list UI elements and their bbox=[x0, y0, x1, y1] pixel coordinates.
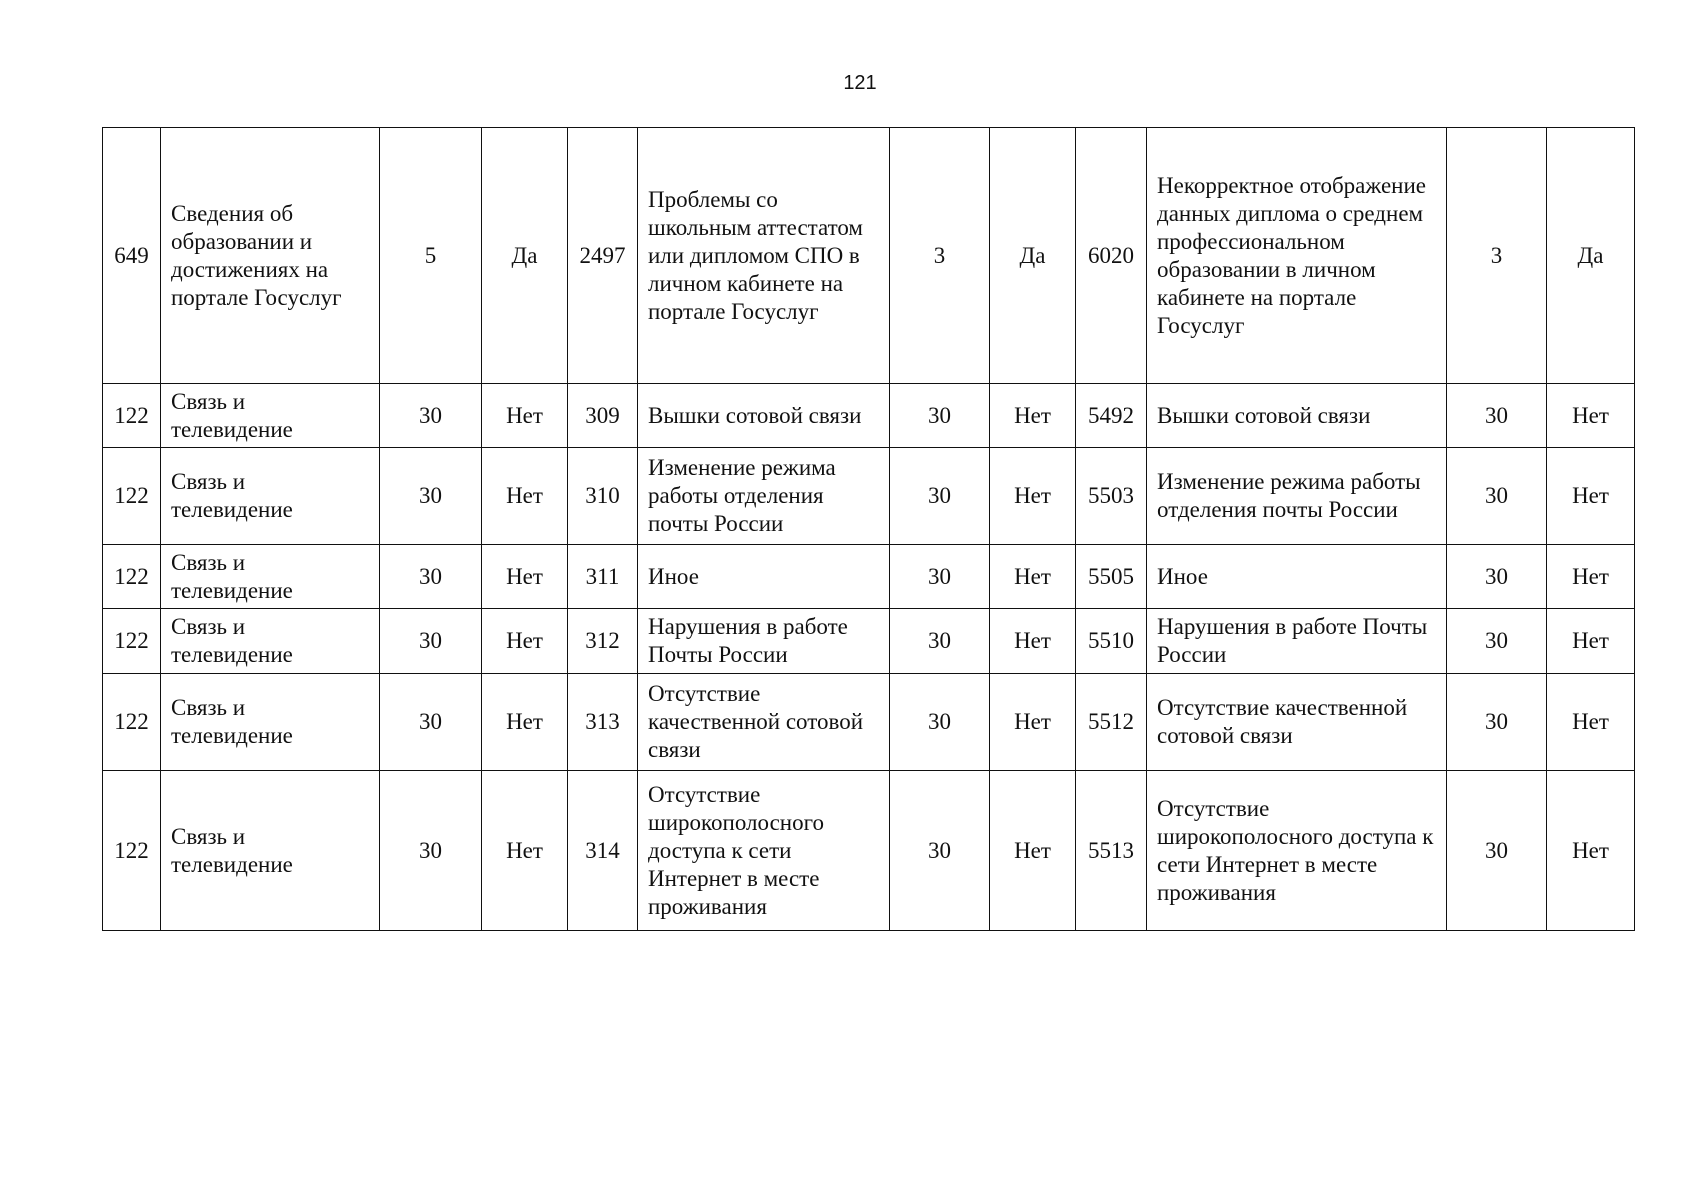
fact-code: 5505 bbox=[1076, 545, 1147, 609]
subcategory-flag: Нет bbox=[990, 545, 1076, 609]
subcategory-flag: Нет bbox=[990, 771, 1076, 931]
subcategory-term: 30 bbox=[890, 609, 990, 674]
subcategory-code: 311 bbox=[568, 545, 638, 609]
fact-code: 5503 bbox=[1076, 448, 1147, 545]
category-name: Связь и телевидение bbox=[161, 674, 380, 771]
subcategory-code: 309 bbox=[568, 384, 638, 448]
fact-flag: Нет bbox=[1547, 448, 1635, 545]
table-row bbox=[103, 545, 1635, 609]
category-code: 122 bbox=[103, 771, 161, 931]
category-term: 30 bbox=[380, 384, 482, 448]
subcategory-term: 30 bbox=[890, 384, 990, 448]
subcategory-name: Изменение режима работы отделения почты России bbox=[638, 448, 890, 545]
fact-name: Некорректное отображение данных диплома о среднем профессиональном образовании в личном кабинете на портале Госуслуг bbox=[1147, 128, 1447, 384]
fact-name: Вышки сотовой связи bbox=[1147, 384, 1447, 448]
fact-term: 3 bbox=[1447, 128, 1547, 384]
category-flag: Нет bbox=[482, 448, 568, 545]
subcategory-term: 30 bbox=[890, 771, 990, 931]
table-row bbox=[103, 674, 1635, 771]
fact-code: 5513 bbox=[1076, 771, 1147, 931]
fact-name: Изменение режима работы отделения почты России bbox=[1147, 448, 1447, 545]
subcategory-code: 313 bbox=[568, 674, 638, 771]
classifier-table bbox=[102, 127, 1635, 931]
subcategory-flag: Да bbox=[990, 128, 1076, 384]
fact-flag: Нет bbox=[1547, 674, 1635, 771]
category-flag: Нет bbox=[482, 545, 568, 609]
subcategory-name: Нарушения в работе Почты России bbox=[638, 609, 890, 674]
subcategory-code: 310 bbox=[568, 448, 638, 545]
subcategory-term: 30 bbox=[890, 545, 990, 609]
fact-name: Нарушения в работе Почты России bbox=[1147, 609, 1447, 674]
fact-term: 30 bbox=[1447, 771, 1547, 931]
category-code: 122 bbox=[103, 448, 161, 545]
table-row bbox=[103, 771, 1635, 931]
subcategory-name: Отсутствие качественной сотовой связи bbox=[638, 674, 890, 771]
category-name: Связь и телевидение bbox=[161, 384, 380, 448]
subcategory-name: Проблемы со школьным аттестатом или дипломом СПО в личном кабинете на портале Госуслуг bbox=[638, 128, 890, 384]
category-flag: Нет bbox=[482, 384, 568, 448]
subcategory-flag: Нет bbox=[990, 674, 1076, 771]
subcategory-code: 312 bbox=[568, 609, 638, 674]
category-flag: Нет bbox=[482, 674, 568, 771]
fact-flag: Нет bbox=[1547, 384, 1635, 448]
fact-name: Иное bbox=[1147, 545, 1447, 609]
subcategory-flag: Нет bbox=[990, 384, 1076, 448]
category-term: 30 bbox=[380, 674, 482, 771]
fact-flag: Да bbox=[1547, 128, 1635, 384]
subcategory-name: Вышки сотовой связи bbox=[638, 384, 890, 448]
category-term: 30 bbox=[380, 448, 482, 545]
category-flag: Да bbox=[482, 128, 568, 384]
fact-term: 30 bbox=[1447, 384, 1547, 448]
category-name: Связь и телевидение bbox=[161, 448, 380, 545]
table-row bbox=[103, 609, 1635, 674]
page-number: 121 bbox=[843, 72, 877, 94]
subcategory-term: 30 bbox=[890, 448, 990, 545]
fact-code: 5492 bbox=[1076, 384, 1147, 448]
category-term: 30 bbox=[380, 609, 482, 674]
category-term: 5 bbox=[380, 128, 482, 384]
fact-term: 30 bbox=[1447, 674, 1547, 771]
fact-flag: Нет bbox=[1547, 545, 1635, 609]
category-code: 122 bbox=[103, 545, 161, 609]
fact-term: 30 bbox=[1447, 545, 1547, 609]
category-code: 122 bbox=[103, 609, 161, 674]
table-row bbox=[103, 384, 1635, 448]
table-row bbox=[103, 128, 1635, 384]
subcategory-term: 30 bbox=[890, 674, 990, 771]
fact-code: 5510 bbox=[1076, 609, 1147, 674]
category-name: Связь и телевидение bbox=[161, 771, 380, 931]
category-flag: Нет bbox=[482, 609, 568, 674]
category-term: 30 bbox=[380, 771, 482, 931]
fact-term: 30 bbox=[1447, 448, 1547, 545]
category-code: 649 bbox=[103, 128, 161, 384]
table-row bbox=[103, 448, 1635, 545]
category-flag: Нет bbox=[482, 771, 568, 931]
fact-flag: Нет bbox=[1547, 609, 1635, 674]
table-body bbox=[103, 128, 1635, 931]
category-term: 30 bbox=[380, 545, 482, 609]
fact-code: 5512 bbox=[1076, 674, 1147, 771]
fact-name: Отсутствие качественной сотовой связи bbox=[1147, 674, 1447, 771]
fact-term: 30 bbox=[1447, 609, 1547, 674]
subcategory-term: 3 bbox=[890, 128, 990, 384]
category-code: 122 bbox=[103, 674, 161, 771]
subcategory-code: 314 bbox=[568, 771, 638, 931]
subcategory-name: Иное bbox=[638, 545, 890, 609]
fact-code: 6020 bbox=[1076, 128, 1147, 384]
fact-flag: Нет bbox=[1547, 771, 1635, 931]
category-name: Сведения об образовании и достижениях на портале Госуслуг bbox=[161, 128, 380, 384]
fact-name: Отсутствие широкополосного доступа к сети Интернет в месте проживания bbox=[1147, 771, 1447, 931]
subcategory-code: 2497 bbox=[568, 128, 638, 384]
subcategory-name: Отсутствие широкополосного доступа к сети Интернет в месте проживания bbox=[638, 771, 890, 931]
subcategory-flag: Нет bbox=[990, 448, 1076, 545]
subcategory-flag: Нет bbox=[990, 609, 1076, 674]
category-name: Связь и телевидение bbox=[161, 545, 380, 609]
category-code: 122 bbox=[103, 384, 161, 448]
category-name: Связь и телевидение bbox=[161, 609, 380, 674]
